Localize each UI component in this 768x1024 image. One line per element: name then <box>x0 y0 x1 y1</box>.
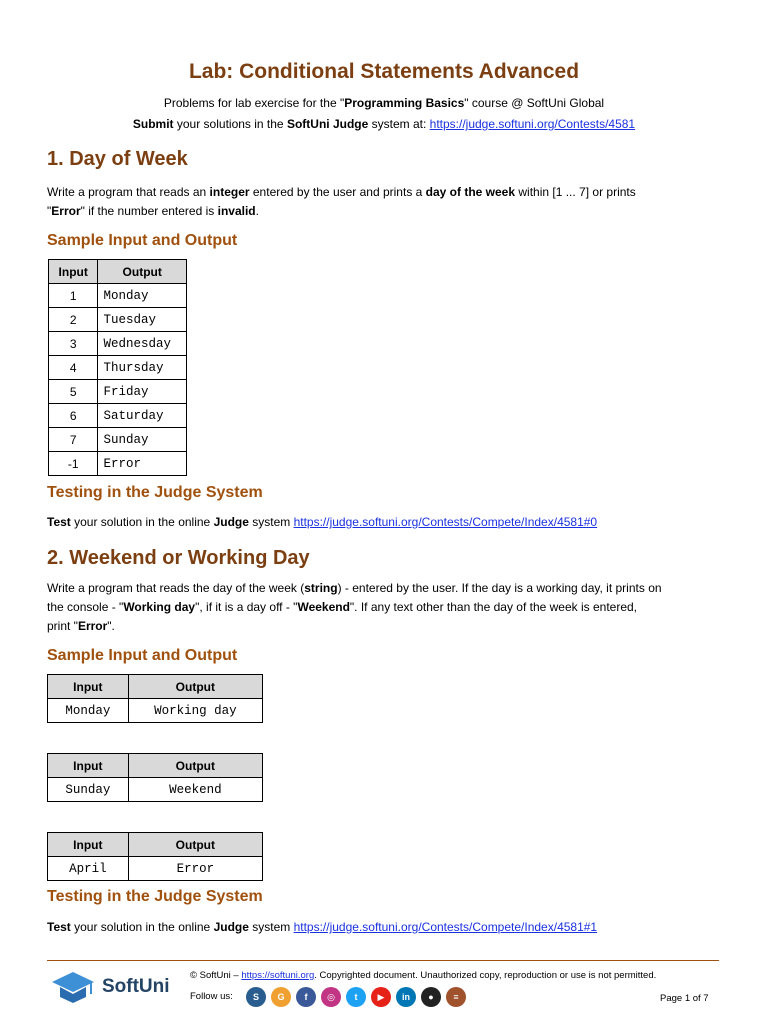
problem2-test-line: Test your solution in the online Judge system https://judge.softuni.org/Contests/Compete/Index/4581#1 <box>47 920 598 934</box>
column-header-input: Input <box>48 754 129 778</box>
submit-word: Submit <box>132 117 174 131</box>
github-icon[interactable]: ● <box>421 987 441 1007</box>
problem2-example-table-3 <box>47 832 263 881</box>
social-links <box>246 987 466 1007</box>
input-cell: 1 <box>49 284 98 308</box>
problem1-judge-link[interactable]: https://judge.softuni.org/Contests/Compete/Index/4581#0 <box>293 515 598 529</box>
submit-text-2: system at: <box>368 117 430 131</box>
input-cell: 3 <box>49 332 98 356</box>
problem2-description: Write a program that reads the day of the week (string) - entered by the user. If the day is a working day, it prints on the console - "Working day", if it is a day off - "Weekend". If any text other than the day of the week is entered, print "Error". <box>47 581 662 633</box>
twitter-icon[interactable]: t <box>346 987 366 1007</box>
table-row <box>49 380 187 404</box>
table-row <box>49 356 187 380</box>
table-row <box>49 428 187 452</box>
page-number: Page 1 of 7 <box>660 993 709 1004</box>
input-cell: 2 <box>49 308 98 332</box>
column-header-input: Input <box>48 833 129 857</box>
softuni-link[interactable]: https://softuni.org <box>241 970 315 981</box>
problem2-sample-heading: Sample Input and Output <box>47 647 238 664</box>
table-row <box>49 308 187 332</box>
problem2-judge-link[interactable]: https://judge.softuni.org/Contests/Compete/Index/4581#1 <box>293 920 598 934</box>
contest-link[interactable]: https://judge.softuni.org/Contests/4581 <box>429 117 636 131</box>
output-cell: Tuesday <box>98 308 187 332</box>
input-cell: 5 <box>49 380 98 404</box>
problem1-test-line: Test your solution in the online Judge system https://judge.softuni.org/Contests/Compete/Index/4581#0 <box>47 515 598 529</box>
output-cell: Weekend <box>128 778 262 802</box>
instagram-icon[interactable]: ◎ <box>321 987 341 1007</box>
output-cell: Error <box>98 452 187 476</box>
logo-text: SoftUni <box>102 976 170 997</box>
column-header-output: Output <box>128 754 262 778</box>
subtitle-prefix: Problems for lab exercise for the " <box>163 96 345 110</box>
column-header-output: Output <box>128 833 262 857</box>
problem1-testing-heading: Testing in the Judge System <box>47 484 263 501</box>
problem1-heading: 1. Day of Week <box>47 148 188 170</box>
input-cell: 7 <box>49 428 98 452</box>
problem2-heading: 2. Weekend or Working Day <box>47 547 310 569</box>
column-header-output: Output <box>128 675 262 699</box>
follow-label: Follow us: <box>190 991 233 1002</box>
course-name: Programming Basics <box>344 96 465 110</box>
problem2-example-table-2 <box>47 753 263 802</box>
table-header-row <box>48 754 263 778</box>
softuni-globe-icon[interactable]: G <box>271 987 291 1007</box>
problem1-sample-heading: Sample Input and Output <box>47 232 238 249</box>
facebook-icon[interactable]: f <box>296 987 316 1007</box>
output-cell: Thursday <box>98 356 187 380</box>
table-row <box>49 452 187 476</box>
table-row <box>49 284 187 308</box>
table-header-row <box>48 675 263 699</box>
output-cell: Saturday <box>98 404 187 428</box>
problem1-sample-table <box>48 259 187 476</box>
input-cell: Sunday <box>48 778 129 802</box>
input-cell: -1 <box>49 452 98 476</box>
subtitle <box>0 96 768 110</box>
problem2-example-table-1 <box>47 674 263 723</box>
output-cell: Working day <box>128 699 262 723</box>
submit-line <box>0 117 768 131</box>
input-cell: April <box>48 857 129 881</box>
output-cell: Wednesday <box>98 332 187 356</box>
table-row <box>48 778 263 802</box>
input-cell: 6 <box>49 404 98 428</box>
problem1-description: Write a program that reads an integer entered by the user and prints a day of the week within [1 ... 7] or prints "Error" if the number entered is invalid. <box>47 185 636 218</box>
copyright-notice: © SoftUni – https://softuni.org. Copyrighted document. Unauthorized copy, reproduction or use is not permitted. <box>190 970 657 981</box>
table-header-row <box>48 833 263 857</box>
table-row <box>48 699 263 723</box>
output-cell: Friday <box>98 380 187 404</box>
softuni-logo[interactable] <box>50 970 170 1004</box>
column-header-input: Input <box>49 260 98 284</box>
youtube-icon[interactable]: ▶ <box>371 987 391 1007</box>
output-cell: Error <box>128 857 262 881</box>
graduation-cap-icon <box>50 970 96 1004</box>
subtitle-suffix: " course @ SoftUni Global <box>464 96 605 110</box>
submit-text: your solutions in the <box>173 117 287 131</box>
table-header-row <box>49 260 187 284</box>
column-header-output: Output <box>98 260 187 284</box>
input-cell: Monday <box>48 699 129 723</box>
judge-name: SoftUni Judge <box>286 117 369 131</box>
page-title: Lab: Conditional Statements Advanced <box>188 60 580 83</box>
problem2-testing-heading: Testing in the Judge System <box>47 888 263 905</box>
output-cell: Monday <box>98 284 187 308</box>
stackoverflow-icon[interactable]: ≡ <box>446 987 466 1007</box>
table-row <box>49 332 187 356</box>
table-row <box>48 857 263 881</box>
linkedin-icon[interactable]: in <box>396 987 416 1007</box>
table-row <box>49 404 187 428</box>
footer-divider <box>47 960 719 961</box>
input-cell: 4 <box>49 356 98 380</box>
softuni-icon[interactable]: S <box>246 987 266 1007</box>
column-header-input: Input <box>48 675 129 699</box>
output-cell: Sunday <box>98 428 187 452</box>
